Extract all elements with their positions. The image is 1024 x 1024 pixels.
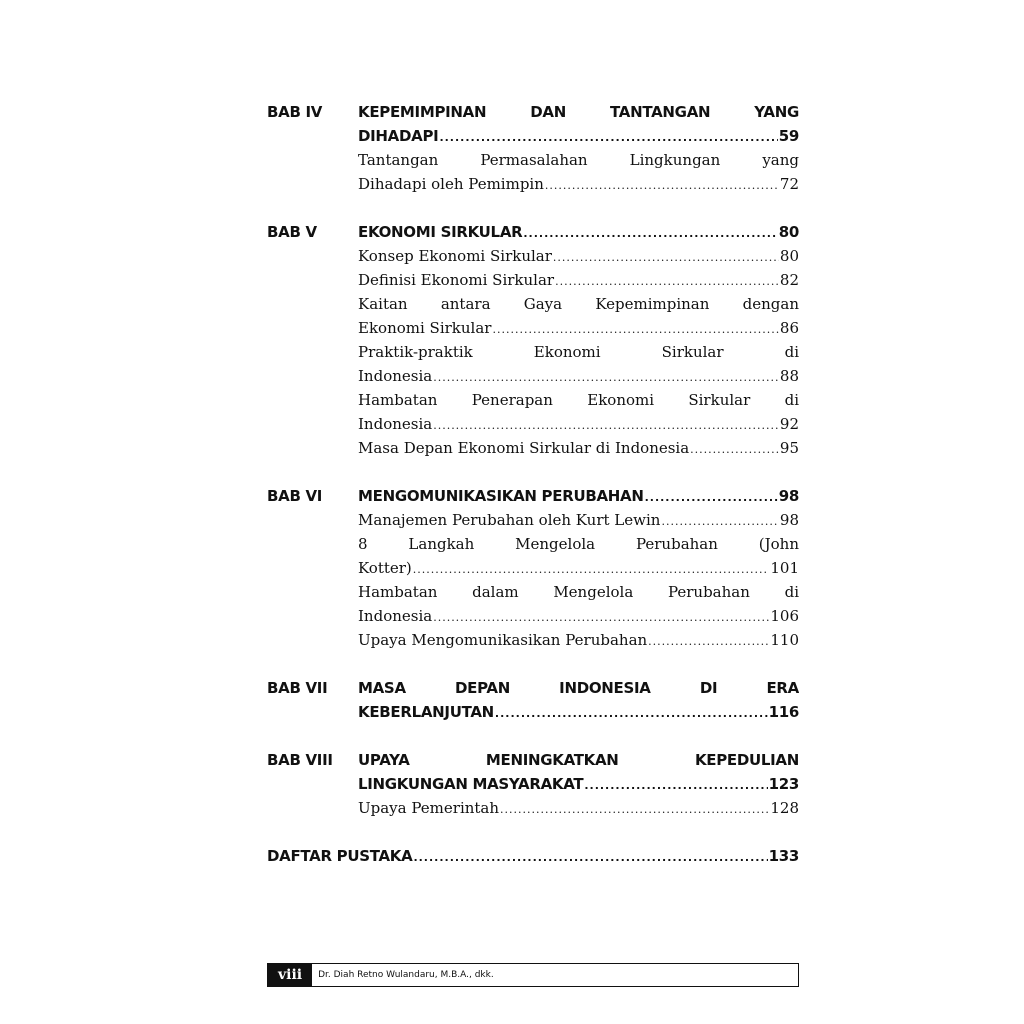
chapter-label: BAB IV [267,103,323,121]
page-number: 80 [778,223,799,241]
toc-entry [358,700,799,726]
footer-author: Dr. Diah Retno Wulandaru, M.B.A., dkk. [318,970,494,980]
section-title: Konsep Ekonomi Sirkular [358,247,552,265]
section-title: Kaitan antara Gaya Kepemimpinan dengan [358,295,799,313]
table-of-contents [267,100,799,868]
page-number: 110 [770,631,799,649]
bibliography-title: DAFTAR PUSTAKA [267,847,413,865]
toc-entry [358,220,799,246]
section-title: Definisi Ekonomi Sirkular [358,271,555,289]
toc-chapter-6 [267,484,799,508]
chapter-label: BAB VII [267,679,328,697]
page-number: 59 [778,127,799,145]
toc-entry [358,268,799,294]
section-title: Manajemen Perubahan oleh Kurt Lewin [358,511,661,529]
toc-entry [267,844,799,870]
page-number: 133 [768,847,799,865]
chapter-title: KEPEMIMPINAN DAN TANTANGAN YANG [358,103,799,121]
toc-entry [358,172,799,198]
section-title: Upaya Pemerintah [358,799,500,817]
toc-entry [358,556,799,582]
toc-bibliography [267,844,799,868]
chapter-title: MENGOMUNIKASIKAN PERUBAHAN [358,487,644,505]
chapter-title: MASA DEPAN INDONESIA DI ERA [358,679,799,697]
section-title: Indonesia [358,607,433,625]
page-number: 82 [779,271,799,289]
section-title: Masa Depan Ekonomi Sirkular di Indonesia [358,439,690,457]
toc-entry [358,436,799,462]
page-number: 106 [770,607,799,625]
page-number: 72 [779,175,799,193]
toc-entry [358,244,799,270]
chapter-title: UPAYA MENINGKATKAN KEPEDULIAN [358,751,799,769]
page-number: 116 [768,703,799,721]
toc-chapter-4 [267,100,799,124]
page-number: 92 [779,415,799,433]
page-number: 128 [770,799,799,817]
page-number: 86 [779,319,799,337]
page-number: 95 [779,439,799,457]
toc-entry [358,772,799,798]
chapter-label: BAB VI [267,487,323,505]
section-title: Indonesia [358,367,433,385]
chapter-title: EKONOMI SIRKULAR [358,223,523,241]
toc-entry [358,796,799,822]
toc-entry [358,364,799,390]
chapter-title: DIHADAPI [358,127,439,145]
toc-entry [358,628,799,654]
section-title: Dihadapi oleh Pemimpin [358,175,544,193]
page-number: 88 [779,367,799,385]
section-title: Hambatan dalam Mengelola Perubahan di [358,583,799,601]
toc-entry [358,124,799,150]
toc-chapter-8 [267,748,799,772]
toc-entry [358,316,799,342]
page-number: 98 [779,511,799,529]
toc-entry [358,508,799,534]
toc-entry [358,604,799,630]
section-title: Tantangan Permasalahan Lingkungan yang [358,151,799,169]
page-number: 123 [768,775,799,793]
page-number: 98 [778,487,799,505]
section-title: Kotter) [358,559,412,577]
section-title: 8 Langkah Mengelola Perubahan (John [358,535,799,553]
toc-entry [358,412,799,438]
page-footer [267,963,799,987]
chapter-title: LINGKUNGAN MASYARAKAT [358,775,584,793]
footer-page-number: viii [268,964,312,986]
page-number: 101 [770,559,799,577]
section-title: Ekonomi Sirkular [358,319,492,337]
toc-chapter-5 [267,220,799,244]
chapter-label: BAB VIII [267,751,333,769]
page-number: 80 [779,247,799,265]
chapter-title: KEBERLANJUTAN [358,703,494,721]
section-title: Praktik-praktik Ekonomi Sirkular di [358,343,799,361]
section-title: Indonesia [358,415,433,433]
toc-entry [358,484,799,510]
chapter-label: BAB V [267,223,317,241]
toc-chapter-7 [267,676,799,700]
section-title: Hambatan Penerapan Ekonomi Sirkular di [358,391,799,409]
section-title: Upaya Mengomunikasikan Perubahan [358,631,648,649]
